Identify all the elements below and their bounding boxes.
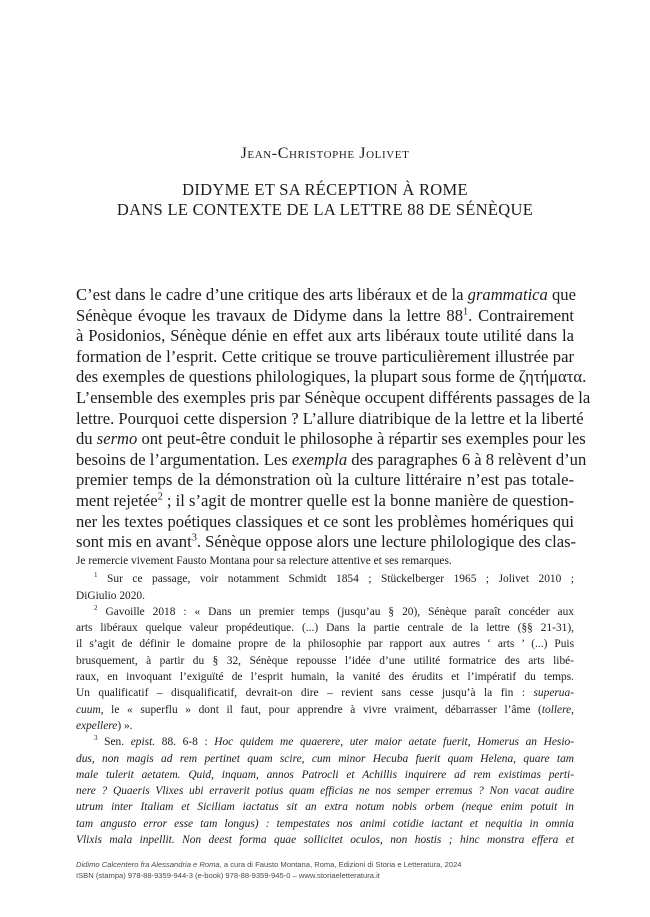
footnote-line: [76, 734, 574, 750]
title-line-1: DIDYME ET SA RÉCEPTION À ROME: [182, 180, 468, 199]
text-run: . Contrairement: [468, 305, 574, 325]
text-run: arts libéraux quelque valeur propédeutique. (...) Dans la partie centrale de la lettre (§§ 21-31),: [76, 622, 574, 635]
body-line: [76, 367, 587, 388]
text-run: que: [547, 285, 576, 304]
italic-text: utrum inter Italiam et Siciliam iactatus sit an extra notum nobis orbem (neque enim potuit in: [76, 801, 574, 814]
text-run: 88. 6-8 :: [155, 736, 215, 749]
footnote-line: [76, 604, 574, 620]
body-line: [76, 512, 574, 533]
footnote-line: [76, 799, 574, 815]
footnote-line: [76, 718, 574, 734]
footnote-line: [76, 767, 574, 783]
text-run: premier temps de la démonstration où la culture littéraire n’est pas totale-: [76, 470, 574, 490]
footnote-ref: 3: [191, 532, 197, 544]
italic-text: Hoc quidem me quaerere, uter maior aetate fuerit, Homerus an Hesio-: [214, 736, 574, 749]
body-line: [76, 532, 577, 553]
title-line-2: DANS LE CONTEXTE DE LA LETTRE 88 DE SÉNÈQUE: [116, 200, 534, 219]
author-name: Jean-Christophe Jolivet: [240, 145, 410, 162]
footnotes: [76, 553, 574, 848]
footnote-line: [76, 832, 574, 848]
footnote-line: [76, 669, 574, 685]
italic-text: exempla: [291, 449, 348, 469]
footnote-line: [76, 553, 574, 569]
body-line: [76, 347, 574, 368]
publication-footer: [76, 859, 574, 881]
footnote-line: [76, 588, 574, 604]
text-run: Sen.: [97, 736, 131, 749]
text-run: Gavoille 2018 : « Dans un premier temps (jusqu’au § 20), Sénèque paraît concéder aux: [97, 605, 574, 618]
italic-text: sermo: [96, 429, 138, 449]
text-run: L’ensemble des exemples pris par Sénèque occupent différents passages de la: [76, 387, 591, 407]
text-run: il s’agit de définir le domaine propre de la philosophie par rapport aux autres ‘ arts ’ (...) Puis: [76, 638, 574, 651]
italic-text: expellere: [76, 719, 118, 732]
text-run: du: [76, 429, 97, 449]
text-run: des exemples de questions philologiques, la plupart sous forme de ζητήματα.: [76, 367, 587, 387]
text-run: lettre. Pourquoi cette dispersion ? L’allure diatribique de la lettre et la liberté: [76, 408, 584, 428]
text-run: , le « superflu » dont il faut, pour apprendre à vivre vraiment, débarrasser l’âme (: [100, 703, 542, 716]
text-run: sont mis en avant: [76, 532, 192, 552]
text-run: . Sénèque oppose alors une lecture philologique des clas-: [196, 532, 577, 552]
text-run: ont peut-être conduit le philosophe à répartir ses exemples pour les: [137, 429, 586, 449]
body-line: [76, 429, 586, 450]
footer-line-2: ISBN (stampa) 978-88-9359-944-3 (e-book) 978-88-9359-945-0 – www.storiaeletteratura.it: [76, 871, 380, 880]
italic-text: epist.: [130, 736, 156, 749]
text-run: à Posidonios, Sénèque dénie en effet aux arts libéraux toute utilité dans la: [76, 326, 574, 346]
text-run: ment rejetée: [76, 490, 158, 510]
footnote-ref: 2: [94, 604, 98, 613]
footnote-line: [76, 783, 574, 799]
body-line: [76, 449, 587, 471]
body-line: [76, 470, 574, 491]
footnote-ref: 1: [463, 306, 469, 318]
footer-line-1: [76, 859, 574, 870]
article-title: [0, 180, 650, 220]
body-line: [76, 285, 574, 306]
footnote-line: [76, 636, 574, 652]
italic-text: male tulerit aetatem. Quid, inquam, annos Patrocli et Achillis inquirere ad rem existimas perti-: [76, 768, 574, 781]
body-text: [76, 285, 591, 553]
footer-publisher: , a cura di Fausto Montana, Roma, Edizioni di Storia e Letteratura, 2024: [219, 860, 462, 869]
book-title: Didimo Calcentero fra Alessandria e Roma: [76, 860, 220, 869]
text-run: DiGiulio 2020.: [76, 589, 145, 602]
body-line: [76, 491, 574, 512]
text-run: Un qualificatif – disqualificatif, devrait-on dire – revient sans cesse jusqu’à la fin :: [76, 687, 534, 700]
footnote-line: [76, 653, 574, 669]
footnote-ref: 3: [94, 734, 98, 743]
footnote-line: [76, 571, 574, 587]
body-line: [76, 408, 584, 430]
text-run: formation de l’esprit. Cette critique se trouve particulièrement illustrée par: [76, 346, 574, 366]
footnote-line: [76, 685, 574, 701]
text-run: des paragraphes 6 à 8 relèvent d’un: [347, 449, 587, 469]
text-run: Sur ce passage, voir notamment Schmidt 1854 ; Stückelberger 1965 ; Jolivet 2010 ;: [97, 573, 574, 586]
italic-text: superua-: [533, 687, 574, 700]
text-run: ; il s’agit de montrer quelle est la bonne manière de question-: [162, 490, 574, 510]
text-run: Je remercie vivement Fausto Montana pour sa relecture attentive et ses remarques.: [76, 555, 452, 567]
italic-text: cuum: [76, 703, 101, 716]
footnote-line: [76, 702, 574, 718]
text-run: ) ».: [117, 719, 133, 732]
footnote-line: [76, 620, 574, 636]
italic-text: grammatica: [467, 285, 548, 304]
text-run: brusquement, à partir du § 32, Sénèque repousse l’idée d’une utilité formatrice des arts libé-: [76, 654, 574, 667]
footnote-ref: 2: [157, 491, 163, 503]
text-run: ner les textes poétiques classiques et ce sont les problèmes homériques qui: [76, 511, 574, 531]
body-line: [76, 326, 574, 347]
italic-text: Vlixis mala inpellit. Non deest forma quae sollicitet oculos, non hostis ; hinc monstra effera et: [76, 834, 574, 847]
italic-text: tollere,: [541, 703, 574, 716]
footnote-line: [76, 816, 574, 832]
italic-text: dus, non magis ad rem pertinet quam scire, cum minor Hecuba fuerit quam Helena, quare tam: [76, 752, 574, 765]
text-run: Sénèque évoque les travaux de Didyme dans la lettre 88: [76, 305, 464, 325]
body-line: [76, 306, 574, 327]
footnote-ref: 1: [94, 571, 98, 580]
text-run: C’est dans le cadre d’une critique des arts libéraux et de la: [76, 285, 468, 304]
text-run: besoins de l’argumentation. Les: [76, 449, 292, 469]
body-line: [76, 387, 591, 409]
italic-text: tam angusto error esse tam longus) : tempestates nos animi cotidie iactant et nequitia in omnia: [76, 817, 574, 830]
footnote-line: [76, 751, 574, 767]
italic-text: nere ? Quaeris Vlixes ubi erraverit potius quam efficias ne nos semper erremus ? Non vacat audire: [76, 785, 574, 798]
text-run: raux, en invoquant l’exiguïté de l’esprit humain, la vanité des érudits et l’impératif du temps.: [76, 671, 574, 684]
